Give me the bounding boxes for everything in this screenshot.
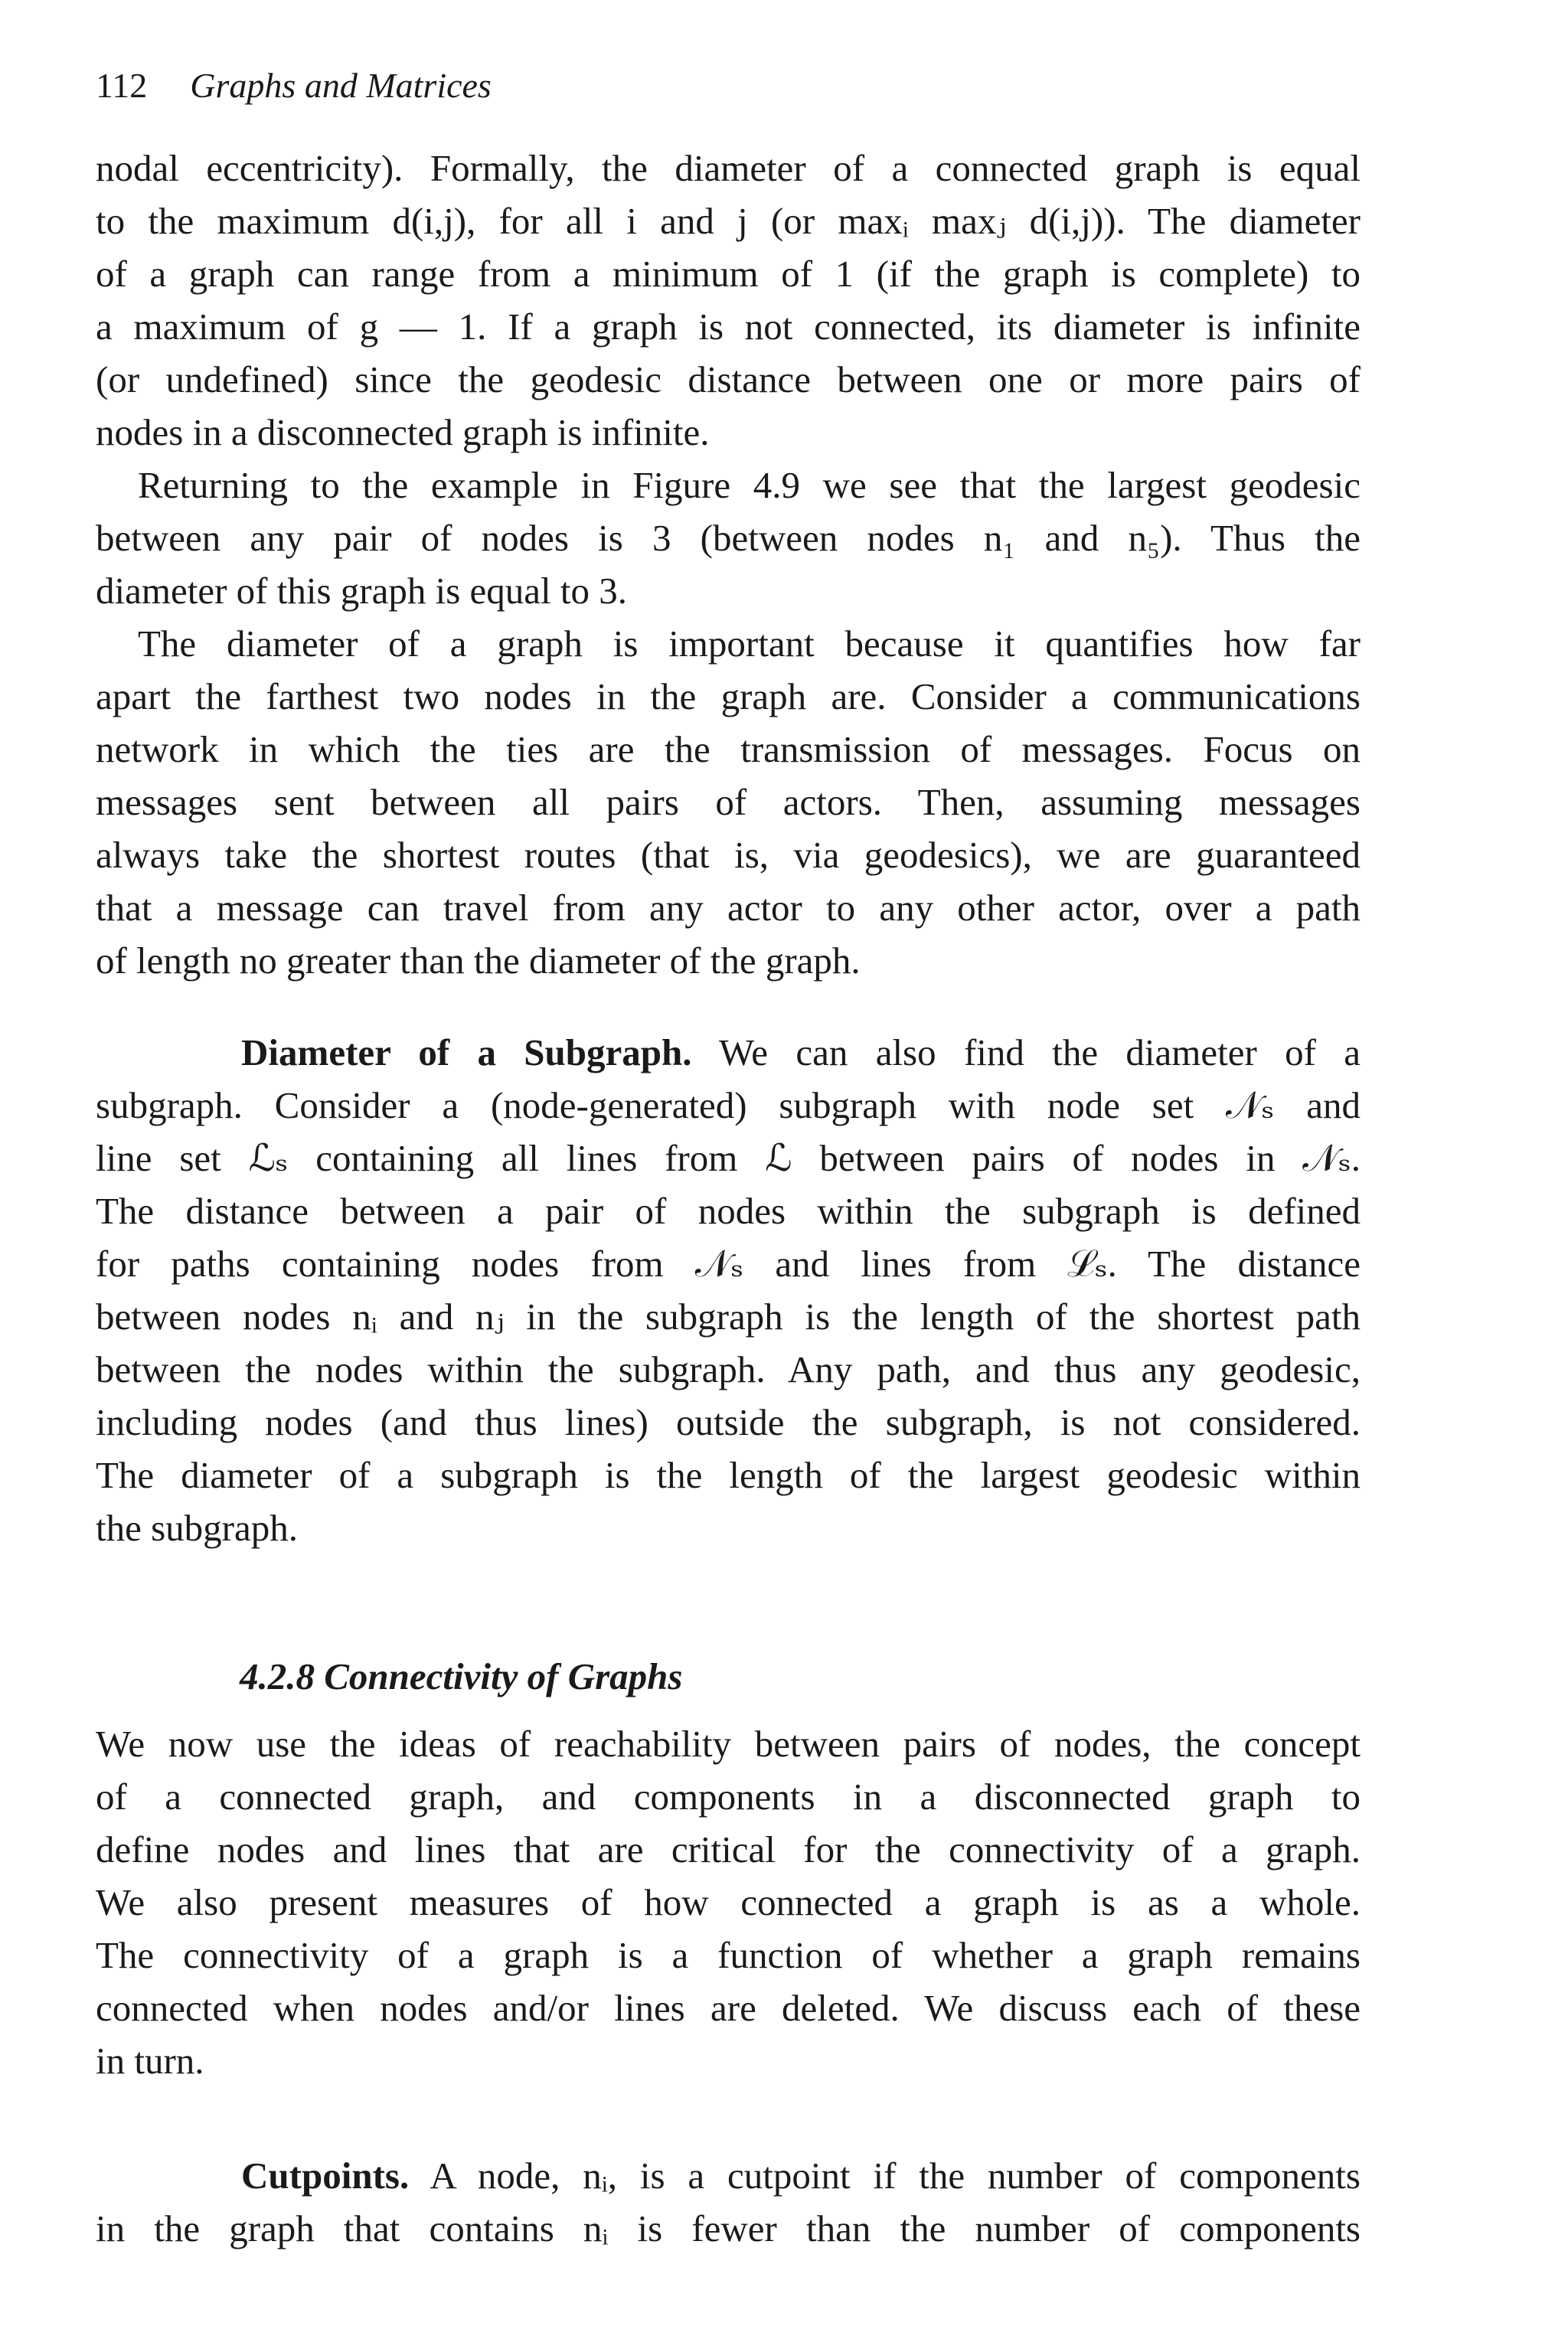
text-line: define nodes and lines that are critical for the connectivity of a graph. — [96, 1828, 1361, 1870]
text-run: We can also find the diameter of a — [718, 1031, 1361, 1073]
run-in-heading: Cutpoints. — [241, 2155, 410, 2197]
text-line: a maximum of g — 1. If a graph is not connected, its diameter is infinite — [96, 305, 1361, 348]
text-line: in turn. — [96, 2040, 204, 2082]
paragraph-connectivity-intro — [96, 1717, 1361, 2087]
running-title: Graphs and Matrices — [190, 66, 492, 105]
text-line: the subgraph. — [96, 1507, 298, 1549]
text-line: network in which the ties are the transmission of messages. Focus on — [96, 728, 1361, 770]
section-heading: 4.2.8 Connectivity of Graphs — [240, 1655, 683, 1697]
text-line: to the maximum d(i,j), for all i and j (or maxᵢ maxⱼ d(i,j)). The diameter — [96, 200, 1361, 242]
text-line: messages sent between all pairs of actors. Then, assuming messages — [96, 781, 1361, 823]
text-line: between the nodes within the subgraph. Any path, and thus any geodesic, — [96, 1348, 1361, 1390]
text-line: of length no greater than the diameter of the graph. — [96, 939, 861, 982]
paragraph-diameter-importance — [96, 617, 1361, 987]
text-line: The connectivity of a graph is a function of whether a graph remains — [96, 1934, 1361, 1976]
text-line: line set ℒₛ containing all lines from ℒ between pairs of nodes in 𝒩ₛ. — [96, 1137, 1361, 1179]
text-line: subgraph. Consider a (node-generated) subgraph with node set 𝒩ₛ and — [96, 1084, 1361, 1126]
paragraph-diameter-subgraph — [96, 1026, 1361, 1554]
running-head — [96, 63, 492, 109]
text-run: A node, nᵢ, is a cutpoint if the number of components — [430, 2155, 1361, 2197]
text-line: between any pair of nodes is 3 (between nodes n₁ and n₅). Thus the — [96, 517, 1361, 559]
text-line: nodes in a disconnected graph is infinite. — [96, 411, 710, 453]
text-line: of a connected graph, and components in a disconnected graph to — [96, 1776, 1361, 1818]
text-line: The distance between a pair of nodes within the subgraph is defined — [96, 1190, 1361, 1232]
text-line: The diameter of a graph is important because it quantifies how far — [138, 622, 1361, 665]
text-line — [96, 1026, 1361, 1079]
text-line: between nodes nᵢ and nⱼ in the subgraph is the length of the shortest path — [96, 1295, 1361, 1338]
text-line: diameter of this graph is equal to 3. — [96, 570, 627, 612]
text-line: (or undefined) since the geodesic distance between one or more pairs of — [96, 358, 1361, 400]
text-line: that a message can travel from any actor to any other actor, over a path — [96, 887, 1361, 929]
text-line: The diameter of a subgraph is the length of the largest geodesic within — [96, 1454, 1361, 1496]
paragraph-example-figure — [96, 459, 1361, 617]
text-line: connected when nodes and/or lines are deleted. We discuss each of these — [96, 1987, 1361, 2029]
text-line: We now use the ideas of reachability between pairs of nodes, the concept — [96, 1723, 1361, 1765]
text-line: apart the farthest two nodes in the graph are. Consider a communications — [96, 675, 1361, 717]
text-line: including nodes (and thus lines) outside the subgraph, is not considered. — [96, 1401, 1361, 1443]
paragraph-diameter-definition — [96, 142, 1361, 459]
text-line: Returning to the example in Figure 4.9 we see that the largest geodesic — [138, 464, 1361, 506]
page-number: 112 — [96, 66, 148, 105]
text-line: of a graph can range from a minimum of 1 (if the graph is complete) to — [96, 253, 1361, 295]
text-line: always take the shortest routes (that is, via geodesics), we are guaranteed — [96, 834, 1361, 876]
text-line — [96, 2149, 1361, 2202]
text-line: We also present measures of how connected a graph is as a whole. — [96, 1881, 1361, 1923]
text-line: nodal eccentricity). Formally, the diameter of a connected graph is equal — [96, 147, 1361, 189]
run-in-heading: Diameter of a Subgraph. — [241, 1031, 692, 1073]
text-line: in the graph that contains nᵢ is fewer than the number of components — [96, 2207, 1361, 2249]
paragraph-cutpoints — [96, 2149, 1361, 2255]
text-line: for paths containing nodes from 𝒩ₛ and lines from ℒₛ. The distance — [96, 1243, 1361, 1285]
